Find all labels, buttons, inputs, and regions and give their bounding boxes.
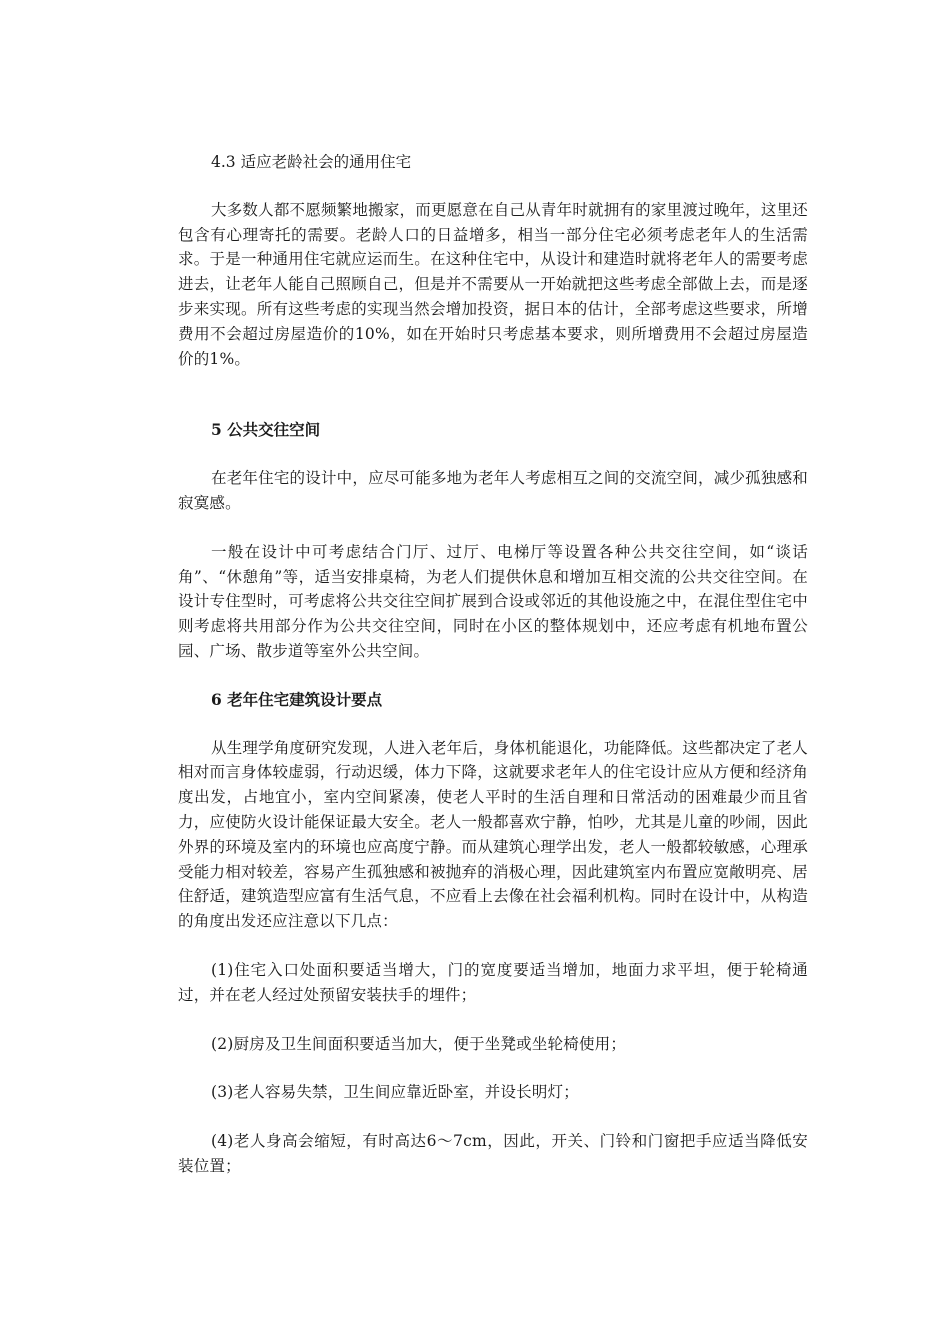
list-item: (4)老人身高会缩短，有时高达6～7cm，因此，开关、门铃和门窗把手应适当降低安装位置； — [178, 1132, 808, 1175]
paragraph: 在老年住宅的设计中，应尽可能多地为老年人考虑相互之间的交流空间，减少孤独感和寂寞感。 — [178, 469, 808, 512]
paragraph: 一般在设计中可考虑结合门厅、过厅、电梯厅等设置各种公共交往空间，如“谈话角”、“休憩角”等，适当安排桌椅，为老人们提供休息和增加互相交流的公共交往空间。在设计专住型时，可考虑将公共交往空间扩展到合设或邻近的其他设施之中，在混住型住宅中则考虑将共用部分作为公共交往空间，同时在小区的整体规划中，还应考虑有机地布置公园、广场、散步道等室外公共空间。 — [178, 542, 808, 660]
document-page — [178, 150, 808, 1179]
list-item: (1)住宅入口处面积要适当增大，门的宽度要适当增加，地面力求平坦，便于轮椅通过，并在老人经过处预留安装扶手的埋件； — [178, 960, 808, 1004]
section-heading-6: 6 老年住宅建筑设计要点 — [211, 689, 383, 709]
section-heading-4-3: 4.3 适应老龄社会的通用住宅 — [211, 153, 412, 171]
list-item: (3)老人容易失禁，卫生间应靠近卧室，并设长明灯； — [211, 1083, 579, 1102]
paragraph: 大多数人都不愿频繁地搬家，而更愿意在自己从青年时就拥有的家里渡过晚年，这里还包含有心理寄托的需要。老龄人口的日益增多，相当一部分住宅必须考虑老年人的生活需求。于是一种通用住宅就应运而生。在这种住宅中，从设计和建造时就将老年人的需要考虑进去，让老年人能自己照顾自己，但是并不需要从一开始就把这些考虑全部做上去，而是逐步来实现。所有这些考虑的实现当然会增加投资，据日本的估计，全部考虑这些要求，所增费用不会超过房屋造价的10%，如在开始时只考虑基本要求，则所增费用不会超过房屋造价的1%。 — [178, 200, 808, 368]
section-heading-5: 5 公共交往空间 — [211, 420, 321, 440]
list-item: (2)厨房及卫生间面积要适当加大，便于坐凳或坐轮椅使用； — [211, 1034, 627, 1053]
paragraph: 从生理学角度研究发现，人进入老年后，身体机能退化，功能降低。这些都决定了老人相对而言身体较虚弱，行动迟缓，体力下降，这就要求老年人的住宅设计应从方便和经济角度出发，占地宜小，室内空间紧凑，使老人平时的生活自理和日常活动的困难最少而且省力，应使防火设计能保证最大安全。老人一般都喜欢宁静，怕吵，尤其是儿童的吵闹，因此外界的环境及室内的环境也应高度宁静。而从建筑心理学出发，老人一般都较敏感，心理承受能力相对较差，容易产生孤独感和被抛弃的消极心理，因此建筑室内布置应宽敞明亮、居住舒适，建筑造型应富有生活气息，不应看上去像在社会福利机构。同时在设计中，从构造的角度出发还应注意以下几点： — [178, 738, 808, 931]
